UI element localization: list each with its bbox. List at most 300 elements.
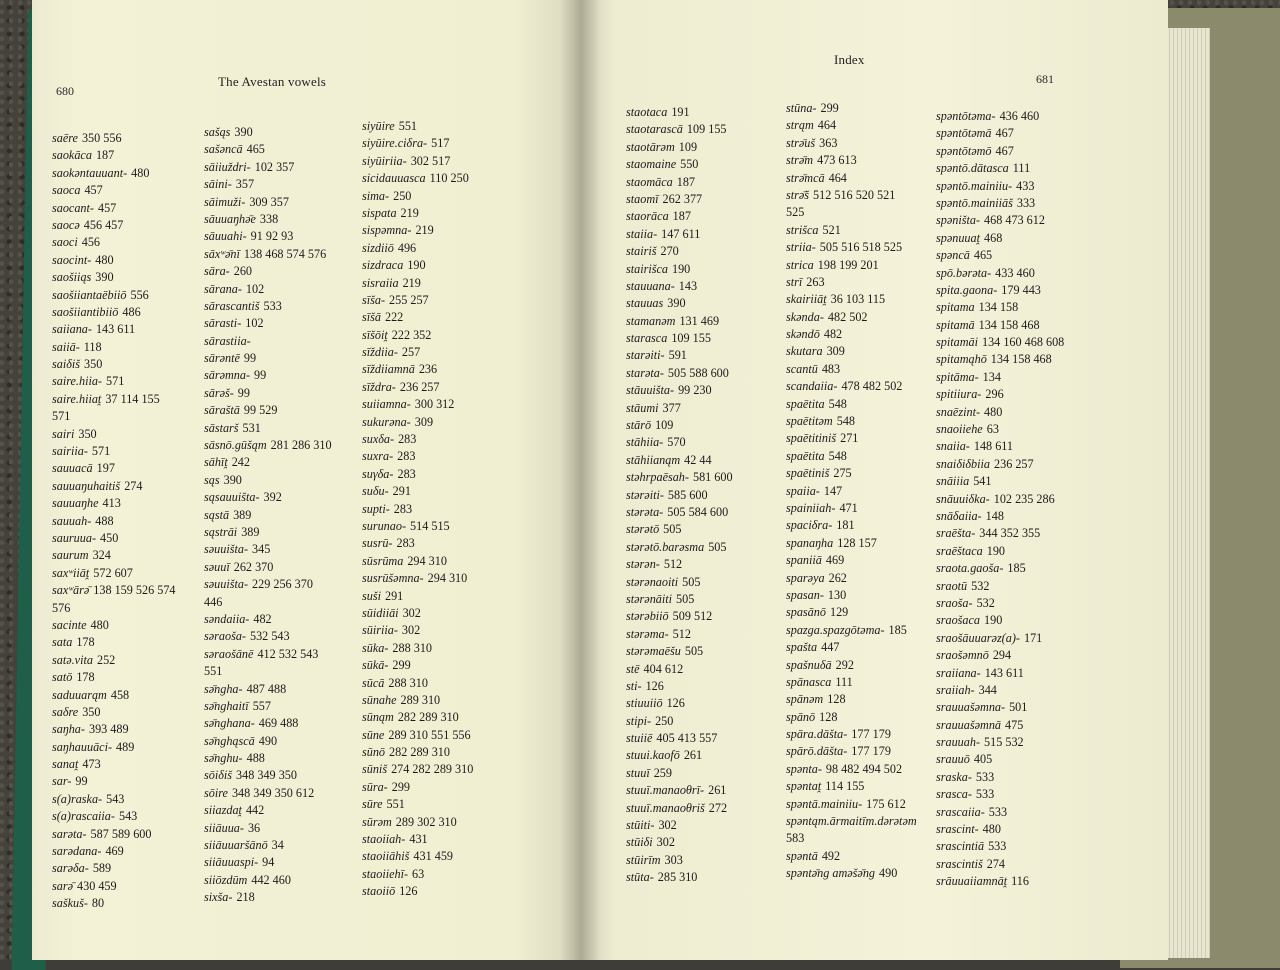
index-entry — [786, 743, 961, 760]
index-entry — [362, 327, 537, 344]
index-headword: sārəmna- — [204, 368, 251, 383]
index-page-refs: 198 199 201 — [817, 257, 879, 272]
index-headword: sāimuži- — [204, 194, 246, 209]
index-entry — [936, 108, 1111, 125]
index-entry — [204, 246, 379, 263]
index-headword: sāiiuždri- — [204, 159, 251, 174]
index-headword: spəntō.dātasca — [936, 161, 1009, 176]
index-page-refs: 275 — [833, 466, 852, 481]
index-entry — [204, 176, 379, 193]
index-entry — [52, 252, 227, 269]
index-headword: səuuišta- — [204, 577, 249, 592]
index-headword: s(a)raska- — [52, 791, 103, 806]
index-headword: staotārəm — [626, 139, 675, 154]
index-entry — [786, 204, 961, 221]
index-entry — [362, 518, 537, 535]
index-page-refs: 302 — [402, 605, 421, 620]
index-headword: sraotū — [936, 578, 968, 593]
index-page-refs: 99 — [237, 385, 250, 400]
index-headword: sraiiah- — [936, 682, 975, 697]
index-entry — [52, 565, 227, 582]
index-entry — [626, 574, 801, 591]
index-entry — [52, 860, 227, 877]
index-headword: spəntaṱ — [786, 779, 822, 794]
index-headword: stərətō — [626, 522, 660, 537]
index-headword: sūnō — [362, 745, 386, 760]
index-headword: stūirīm — [626, 852, 661, 867]
index-page-refs: 181 — [836, 518, 855, 533]
index-headword: sōire — [204, 785, 228, 800]
index-entry — [786, 465, 961, 482]
index-headword: siyūire — [362, 119, 395, 133]
index-entry — [52, 826, 227, 843]
index-entry — [936, 769, 1111, 786]
index-page-refs: 431 459 — [413, 849, 454, 864]
index-entry — [626, 365, 801, 382]
index-page-refs: 98 482 494 502 — [825, 761, 903, 776]
index-page-refs: 505 584 600 — [667, 504, 729, 519]
index-entry — [362, 292, 537, 309]
index-entry — [626, 104, 801, 121]
index-page-refs: 147 — [823, 483, 843, 498]
index-page-refs: 446 — [204, 594, 223, 609]
index-headword: snāiiia — [936, 474, 970, 489]
index-entry — [52, 530, 227, 547]
index-entry — [362, 866, 537, 883]
index-headword: sīždiia- — [362, 345, 398, 360]
index-headword: stūiti- — [626, 818, 655, 833]
index-headword: stərəta- — [626, 504, 664, 519]
index-entry — [786, 535, 961, 552]
index-headword: sraska- — [936, 769, 972, 784]
index-page-refs: 229 256 370 — [252, 577, 313, 592]
index-headword: saošiiantibiiō — [52, 304, 119, 319]
index-page-refs: 483 — [821, 361, 841, 376]
index-headword: sīždra- — [362, 379, 396, 394]
index-entry — [936, 143, 1111, 160]
index-entry — [626, 347, 801, 364]
index-entry — [204, 141, 379, 158]
index-entry — [936, 821, 1111, 838]
index-entry — [52, 652, 227, 669]
index-headword: sūiriia- — [362, 623, 398, 638]
index-headword: siyūiriia- — [362, 153, 407, 168]
index-entry — [936, 438, 1111, 455]
index-entry — [52, 234, 227, 251]
index-entry — [786, 448, 961, 465]
index-page-refs: 291 — [392, 484, 411, 499]
index-headword: snāδaiia- — [936, 508, 982, 523]
index-page-refs: 281 286 310 — [270, 438, 332, 453]
index-entry — [626, 156, 801, 173]
index-headword: suxδa- — [362, 432, 395, 447]
index-page-refs: 464 — [817, 118, 837, 133]
index-page-refs: 469 — [825, 553, 845, 568]
index-entry — [936, 299, 1111, 316]
index-page-refs: 465 — [246, 142, 265, 157]
index-headword: stuiiē — [626, 731, 653, 746]
index-entry — [786, 726, 961, 743]
index-headword: sə̄nghana- — [204, 716, 255, 731]
index-page-refs: 405 413 557 — [656, 731, 718, 746]
index-page-refs: 302 517 — [410, 153, 451, 168]
index-entry — [362, 779, 537, 796]
index-entry — [936, 699, 1111, 716]
index-page-refs: 102 — [245, 316, 264, 331]
index-headword: sraota.gaoša- — [936, 561, 1004, 576]
index-headword: stāumi — [626, 400, 659, 415]
index-headword: spəntōtəma- — [936, 109, 996, 123]
index-entry — [362, 118, 537, 135]
index-page-refs: 505 — [682, 574, 701, 589]
index-page-refs: 571 — [52, 409, 71, 424]
index-headword: spašnuδā — [786, 657, 832, 672]
index-headword: saδre — [52, 704, 79, 719]
index-entry — [936, 491, 1111, 508]
index-headword: sašəncā — [204, 142, 243, 157]
index-headword: stərənaoiti — [626, 574, 679, 589]
index-page-refs: 285 310 — [657, 870, 698, 885]
index-entry — [52, 304, 227, 321]
index-page-refs: 442 — [245, 803, 265, 818]
index-page-refs: 348 349 350 612 — [231, 785, 315, 800]
index-page-refs: 289 310 551 556 — [388, 727, 471, 742]
index-page-refs: 433 460 — [995, 265, 1035, 280]
index-entry — [52, 600, 227, 617]
index-entry — [204, 211, 379, 228]
index-page-refs: 129 — [829, 605, 849, 620]
index-entry — [626, 504, 801, 521]
index-entry — [204, 228, 379, 245]
index-entry — [786, 483, 961, 500]
index-entry — [626, 295, 801, 312]
index-headword: scandaiia- — [786, 379, 838, 394]
index-page-refs: 128 — [827, 692, 846, 707]
index-page-refs: 42 44 — [684, 452, 712, 467]
index-headword: sāra- — [204, 264, 230, 279]
index-page-refs: 219 — [415, 223, 434, 238]
index-page-refs: 436 460 — [999, 109, 1040, 123]
index-entry — [786, 813, 961, 830]
index-entry — [626, 400, 801, 417]
index-headword: strī — [786, 274, 803, 289]
index-entry — [204, 524, 379, 541]
index-headword: sąsauuišta- — [204, 490, 260, 505]
index-headword: spəntōtəmō — [936, 143, 992, 158]
index-page-refs: 548 — [828, 396, 847, 411]
index-headword: stipi- — [626, 713, 652, 728]
index-headword: stəhrpaēsah- — [626, 470, 689, 485]
index-page-refs: 261 — [708, 783, 727, 798]
index-headword: saokāca — [52, 148, 92, 163]
index-entry — [204, 681, 379, 698]
index-page-refs: 571 — [91, 444, 111, 459]
index-entry — [52, 147, 227, 164]
index-headword: sīždiiamnā — [362, 362, 415, 377]
index-headword: staomāca — [626, 174, 673, 189]
index-page-refs: 469 488 — [258, 716, 299, 731]
index-headword: stərən- — [626, 557, 660, 572]
index-headword: strišca — [786, 222, 819, 237]
index-page-refs: 551 — [398, 119, 417, 133]
index-page-refs: 480 — [90, 617, 109, 632]
index-page-refs: 469 — [105, 844, 124, 859]
index-headword: srauuō — [936, 752, 970, 767]
index-page-refs: 377 — [662, 400, 681, 415]
index-page-refs: 309 — [414, 414, 434, 429]
index-entry — [362, 153, 537, 170]
index-entry — [626, 695, 801, 712]
index-page-refs: 63 — [412, 866, 425, 881]
index-page-refs: 487 488 — [246, 681, 287, 696]
index-headword: saocint- — [52, 252, 92, 267]
index-headword: starəiti- — [626, 348, 665, 363]
index-headword: srauuah- — [936, 735, 981, 750]
index-entry — [936, 873, 1111, 890]
index-entry — [626, 121, 801, 138]
index-headword: srascintiā — [936, 839, 985, 854]
index-page-refs: 118 — [83, 339, 102, 354]
index-headword: siiāuuaršānō — [204, 838, 268, 853]
index-page-refs: 236 257 — [994, 456, 1034, 471]
index-entry — [362, 605, 537, 622]
index-entry — [786, 848, 961, 865]
index-headword: sraiiana- — [936, 665, 981, 680]
index-entry — [52, 217, 227, 234]
index-headword: stāhiia- — [626, 435, 664, 450]
index-entry — [936, 125, 1111, 142]
index-page-refs: 283 — [398, 432, 417, 447]
index-page-refs: 99 — [243, 351, 257, 366]
index-entry — [52, 843, 227, 860]
index-page-refs: 283 — [396, 536, 415, 551]
index-headword: sə̄ngha- — [204, 681, 243, 696]
index-headword: sūkā- — [362, 658, 389, 673]
index-entry — [362, 257, 537, 274]
index-entry — [52, 495, 227, 512]
index-headword: spānəm — [786, 692, 824, 707]
index-headword: srauuašəmnā — [936, 717, 1002, 732]
index-page-refs: 488 — [246, 751, 265, 766]
index-entry — [362, 657, 537, 674]
index-headword: siiazdaṱ — [204, 803, 242, 818]
index-page-refs: 185 — [888, 622, 907, 637]
index-page-refs: 464 — [828, 170, 847, 185]
index-entry — [204, 194, 379, 211]
index-headword: spəntō.mainiiāš — [936, 195, 1013, 210]
index-entry — [204, 333, 379, 350]
index-headword: stiuuiiō — [626, 696, 663, 711]
index-headword: spō.bərəta- — [936, 265, 992, 280]
index-page-refs: 134 160 468 608 — [981, 335, 1065, 350]
index-page-refs: 496 — [397, 240, 417, 255]
index-entry — [626, 800, 801, 817]
index-headword: srauuašəmna- — [936, 700, 1006, 715]
index-entry — [52, 339, 227, 356]
index-entry — [52, 704, 227, 721]
index-page-refs: 589 — [92, 861, 112, 876]
index-headword: sarədana- — [52, 844, 102, 859]
index-entry — [362, 709, 537, 726]
index-page-refs: 345 — [252, 542, 271, 557]
index-entry — [936, 717, 1111, 734]
index-entry — [362, 309, 537, 326]
index-page-refs: 505 588 600 — [667, 365, 729, 380]
index-page-refs: 486 — [122, 304, 141, 319]
index-page-refs: 102 357 — [254, 159, 295, 174]
index-page-refs: 512 — [672, 626, 691, 641]
index-entry — [52, 321, 227, 338]
index-headword: səuuišta- — [204, 542, 249, 557]
index-headword: sūra- — [362, 779, 388, 794]
index-headword: staomī — [626, 191, 659, 206]
index-headword: sāstarš — [204, 420, 239, 435]
index-entry — [362, 466, 537, 483]
index-headword: spaētita — [786, 448, 825, 463]
index-headword: sə̄nghaitī — [204, 698, 249, 713]
index-entry — [204, 159, 379, 176]
index-page-refs: 350 556 — [81, 131, 122, 145]
index-page-refs: 543 — [118, 809, 138, 824]
index-entry — [204, 611, 379, 628]
index-page-refs: 274 — [124, 478, 143, 493]
index-page-refs: 300 312 — [414, 397, 455, 412]
index-entry — [362, 848, 537, 865]
index-entry — [786, 257, 961, 274]
index-headword: saire.hiiaṱ — [52, 391, 102, 406]
index-page-refs: 175 612 — [866, 796, 906, 811]
index-page-refs: 109 155 — [686, 122, 727, 137]
index-entry — [52, 895, 227, 912]
index-page-refs: 482 — [823, 327, 843, 342]
index-page-refs: 458 — [110, 687, 130, 702]
index-entry — [52, 721, 227, 738]
index-headword: siiōzdūm — [204, 872, 248, 887]
index-headword: sāsnō.gūšąm — [204, 438, 267, 453]
index-page-refs: 302 — [401, 623, 421, 638]
index-entry — [362, 692, 537, 709]
index-headword: saxʷārə̄ — [52, 583, 90, 598]
index-headword: sāxʷə̄nī — [204, 246, 240, 261]
index-page-refs: 252 — [96, 652, 116, 667]
index-entry — [936, 282, 1111, 299]
index-entry — [204, 489, 379, 506]
index-headword: spəntōtəmā — [936, 126, 992, 141]
index-page-refs: 126 — [666, 696, 685, 711]
index-page-refs: 309 357 — [249, 194, 289, 209]
index-page-refs: 126 — [645, 678, 664, 693]
index-headword: sraošəmnō — [936, 648, 989, 663]
index-entry — [626, 174, 801, 191]
index-entry — [204, 663, 379, 680]
index-entry — [786, 117, 961, 134]
index-entry — [362, 796, 537, 813]
index-headword: stərəma- — [626, 626, 669, 641]
index-headword: sūka- — [362, 640, 389, 655]
index-page-refs: 467 — [995, 126, 1014, 141]
index-headword: skəndō — [786, 327, 820, 342]
index-headword: suši — [362, 588, 381, 603]
index-headword: striia- — [786, 240, 816, 255]
index-entry — [626, 139, 801, 156]
index-headword: stūiδi — [626, 835, 653, 850]
index-entry — [626, 330, 801, 347]
index-entry — [626, 556, 801, 573]
index-page-refs: 490 — [258, 733, 278, 748]
index-entry — [52, 373, 227, 390]
index-entry — [786, 691, 961, 708]
index-page-refs: 218 — [236, 890, 255, 905]
index-entry — [786, 865, 961, 882]
index-entry — [52, 460, 227, 477]
index-page-refs: 405 — [973, 752, 993, 767]
index-entry — [626, 661, 801, 678]
index-entry — [786, 778, 961, 795]
index-page-refs: 531 — [242, 420, 261, 435]
index-entry — [204, 124, 379, 141]
index-entry — [204, 281, 379, 298]
index-headword: spainiiah- — [786, 500, 836, 515]
index-page-refs: 433 — [1016, 178, 1035, 193]
running-header-left: The Avestan vowels — [218, 74, 327, 89]
index-page-refs: 143 — [678, 278, 698, 293]
index-entry — [204, 767, 379, 784]
index-headword: saŋhauuāci- — [52, 739, 113, 754]
index-headword: saocə — [52, 217, 80, 232]
index-headword: sraošaca — [936, 613, 981, 628]
index-headword: spitama — [936, 300, 975, 315]
index-headword: strica — [786, 257, 814, 272]
index-page-refs: 190 — [671, 261, 691, 276]
index-headword: sima- — [362, 188, 390, 203]
index-page-refs: 480 — [984, 404, 1003, 419]
index-page-refs: 576 — [52, 600, 71, 615]
index-page-refs: 99 230 — [678, 383, 712, 398]
index-page-refs: 581 600 — [692, 470, 733, 485]
index-entry — [52, 200, 227, 217]
index-entry — [52, 391, 227, 408]
index-page-refs: 250 — [393, 188, 412, 203]
index-column-left-2 — [204, 124, 379, 907]
index-entry — [362, 431, 537, 448]
index-page-refs: 583 — [786, 831, 805, 846]
index-page-refs: 291 — [384, 588, 404, 603]
index-headword: saoci — [52, 235, 78, 250]
index-headword: sti- — [626, 678, 642, 693]
index-entry — [936, 543, 1111, 560]
index-entry — [786, 570, 961, 587]
index-page-refs: 363 — [819, 135, 838, 150]
index-entry — [786, 378, 961, 395]
index-headword: sisraiia — [362, 275, 399, 290]
index-headword: starəta- — [626, 365, 664, 380]
index-headword: sūcā — [362, 675, 385, 690]
index-entry — [362, 222, 537, 239]
index-page-refs: 37 114 155 — [105, 391, 160, 406]
index-entry — [204, 559, 379, 576]
index-headword: sauuah- — [52, 513, 92, 528]
index-headword: stūna- — [786, 101, 817, 115]
index-entry — [52, 739, 227, 756]
index-headword: strąm — [786, 118, 814, 133]
index-entry — [936, 560, 1111, 577]
index-page-refs: 348 349 350 — [236, 768, 297, 783]
index-headword: strə̄uš — [786, 135, 816, 150]
index-headword: sūne — [362, 727, 385, 742]
index-entry — [626, 852, 801, 869]
index-headword: sāuuaŋhə̄e — [204, 211, 256, 226]
index-page-refs: 570 — [667, 435, 686, 450]
